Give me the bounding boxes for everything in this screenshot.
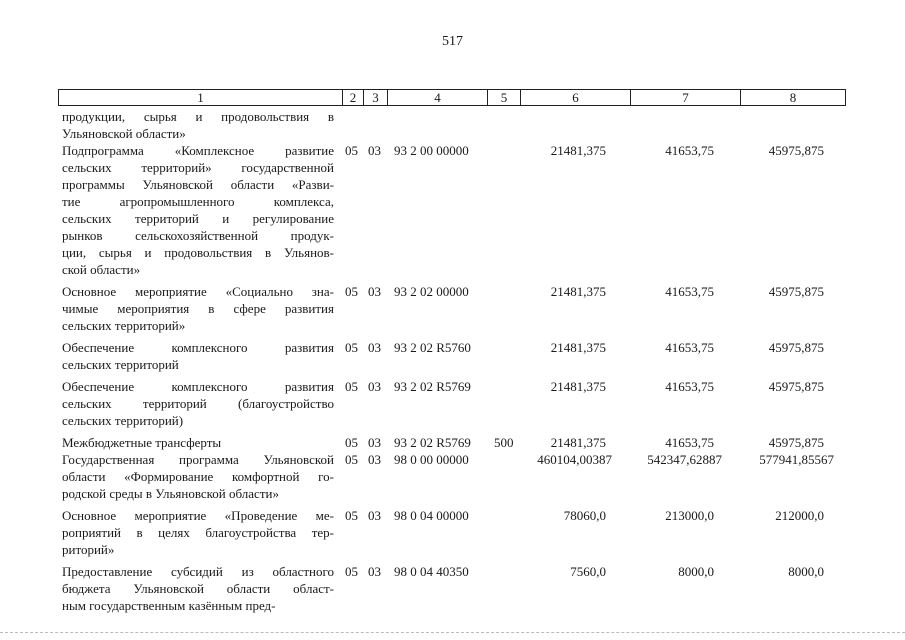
- row-name-line: родской среды в Ульяновской области»: [62, 486, 279, 501]
- header-col-8: 8: [789, 90, 797, 105]
- row-name-line: ции, сырья и продовольствия в Ульянов-: [62, 245, 334, 260]
- row-col-8: 45975,875: [768, 284, 824, 299]
- row-col-2: 05: [345, 508, 358, 523]
- header-col-7: 7: [631, 90, 741, 105]
- header-col-4: 4: [388, 90, 488, 105]
- row-name-line: Основное мероприятие «Социально зна-: [62, 284, 334, 299]
- row-col-5: 500: [494, 435, 514, 450]
- row-name-line: Предоставление субсидий из областного: [62, 564, 334, 579]
- row-col-4: 93 2 00 00000: [394, 143, 469, 158]
- table-row: [62, 142, 846, 278]
- row-name-line: сельских территорий: [62, 357, 179, 372]
- row-col-7: 41653,75: [665, 340, 714, 355]
- header-col-5: 5: [488, 90, 521, 105]
- row-name: [62, 378, 334, 429]
- row-col-4: 93 2 02 R5769: [394, 379, 471, 394]
- row-col-7: 213000,0: [665, 508, 714, 523]
- page-bottom-edge: [0, 632, 905, 633]
- row-col-3: 03: [368, 379, 381, 394]
- header-col-1: 1: [59, 90, 343, 105]
- row-name: [62, 451, 334, 502]
- row-col-6: 78060,0: [563, 508, 606, 523]
- row-col-3: 03: [368, 340, 381, 355]
- row-col-3: 03: [368, 435, 381, 450]
- row-col-2: 05: [345, 564, 358, 579]
- row-col-3: 03: [368, 452, 381, 467]
- row-col-2: 05: [345, 340, 358, 355]
- table-row: [62, 451, 846, 502]
- row-name-line: рынков сельскохозяйственной продук-: [62, 228, 334, 243]
- table-row: [62, 108, 846, 142]
- row-col-4: 98 0 00 00000: [394, 452, 469, 467]
- row-col-8: 45975,875: [768, 143, 824, 158]
- row-col-6: 21481,375: [550, 435, 606, 450]
- row-name-line: сельских территорий» государственной: [62, 160, 334, 175]
- row-col-2: 05: [345, 284, 358, 299]
- row-col-6: 21481,375: [550, 340, 606, 355]
- table-row: [62, 434, 846, 451]
- row-name: [62, 434, 334, 451]
- header-col-2: 2: [343, 90, 364, 105]
- row-col-2: 05: [345, 452, 358, 467]
- row-col-7: 41653,75: [665, 143, 714, 158]
- row-col-4: 93 2 02 00000: [394, 284, 469, 299]
- row-col-6: 21481,375: [550, 143, 606, 158]
- row-name-line: Государственная программа Ульяновской: [62, 452, 334, 467]
- row-col-2: 05: [345, 143, 358, 158]
- row-col-2: 05: [345, 379, 358, 394]
- row-col-7: 8000,0: [678, 564, 714, 579]
- row-name-line: роприятий в целях благоустройства тер-: [62, 525, 334, 540]
- row-name-line: Подпрограмма «Комплексное развитие: [62, 143, 334, 158]
- row-name-line: риторий»: [62, 542, 115, 557]
- row-name-line: области «Формирование комфортной го-: [62, 469, 334, 484]
- row-col-6: 21481,375: [550, 284, 606, 299]
- row-col-3: 03: [368, 508, 381, 523]
- row-name-line: сельских территорий): [62, 413, 184, 428]
- row-name-line: Обеспечение комплексного развития: [62, 340, 334, 355]
- table-row: [62, 339, 846, 373]
- row-col-4: 98 0 04 40350: [394, 564, 469, 579]
- row-name-line: ным государственным казённым пред-: [62, 598, 276, 613]
- row-col-4: 98 0 04 00000: [394, 508, 469, 523]
- row-name-line: тие агропромышленного комплекса,: [62, 194, 334, 209]
- row-col-6: 21481,375: [550, 379, 606, 394]
- table-row: [62, 507, 846, 558]
- row-name: [62, 507, 334, 558]
- row-col-7: 41653,75: [665, 379, 714, 394]
- row-col-8: 577941,85567: [759, 452, 834, 467]
- row-col-8: 45975,875: [768, 435, 824, 450]
- table-row: [62, 563, 846, 614]
- row-col-8: 45975,875: [768, 340, 824, 355]
- row-col-8: 212000,0: [775, 508, 824, 523]
- row-col-6: 7560,0: [570, 564, 606, 579]
- row-col-7: 41653,75: [665, 284, 714, 299]
- row-name-line: бюджета Ульяновской области област-: [62, 581, 334, 596]
- row-name-line: сельских территорий»: [62, 318, 186, 333]
- row-name-line: ской области»: [62, 262, 141, 277]
- row-col-4: 93 2 02 R5769: [394, 435, 471, 450]
- row-name-line: продукции, сырья и продовольствия в: [62, 109, 334, 124]
- row-col-3: 03: [368, 284, 381, 299]
- row-col-7: 542347,62887: [647, 452, 722, 467]
- table-row: [62, 283, 846, 334]
- row-name-line: Обеспечение комплексного развития: [62, 379, 334, 394]
- row-col-7: 41653,75: [665, 435, 714, 450]
- row-name: [62, 563, 334, 614]
- table-header: [58, 89, 846, 106]
- row-name-line: чимые мероприятия в сфере развития: [62, 301, 334, 316]
- header-col-6: 6: [521, 90, 631, 105]
- row-name-line: сельских территорий (благоустройство: [62, 396, 334, 411]
- table-body: [62, 108, 846, 614]
- row-name: [62, 283, 334, 334]
- row-col-8: 45975,875: [768, 379, 824, 394]
- row-col-8: 8000,0: [788, 564, 824, 579]
- row-name: [62, 108, 334, 142]
- row-col-3: 03: [368, 143, 381, 158]
- row-col-6: 460104,00387: [537, 452, 612, 467]
- row-col-2: 05: [345, 435, 358, 450]
- row-col-4: 93 2 02 R5760: [394, 340, 471, 355]
- row-name-line: сельских территорий и регулирование: [62, 211, 334, 226]
- row-name-line: программы Ульяновской области «Разви-: [62, 177, 334, 192]
- row-col-3: 03: [368, 564, 381, 579]
- table-row: [62, 378, 846, 429]
- row-name-line: Межбюджетные трансферты: [62, 435, 222, 450]
- row-name: [62, 142, 334, 278]
- page-number: 517: [442, 34, 463, 49]
- row-name-line: Ульяновской области»: [62, 126, 186, 141]
- row-name-line: Основное мероприятие «Проведение ме-: [62, 508, 334, 523]
- row-name: [62, 339, 334, 373]
- header-col-3: 3: [364, 90, 388, 105]
